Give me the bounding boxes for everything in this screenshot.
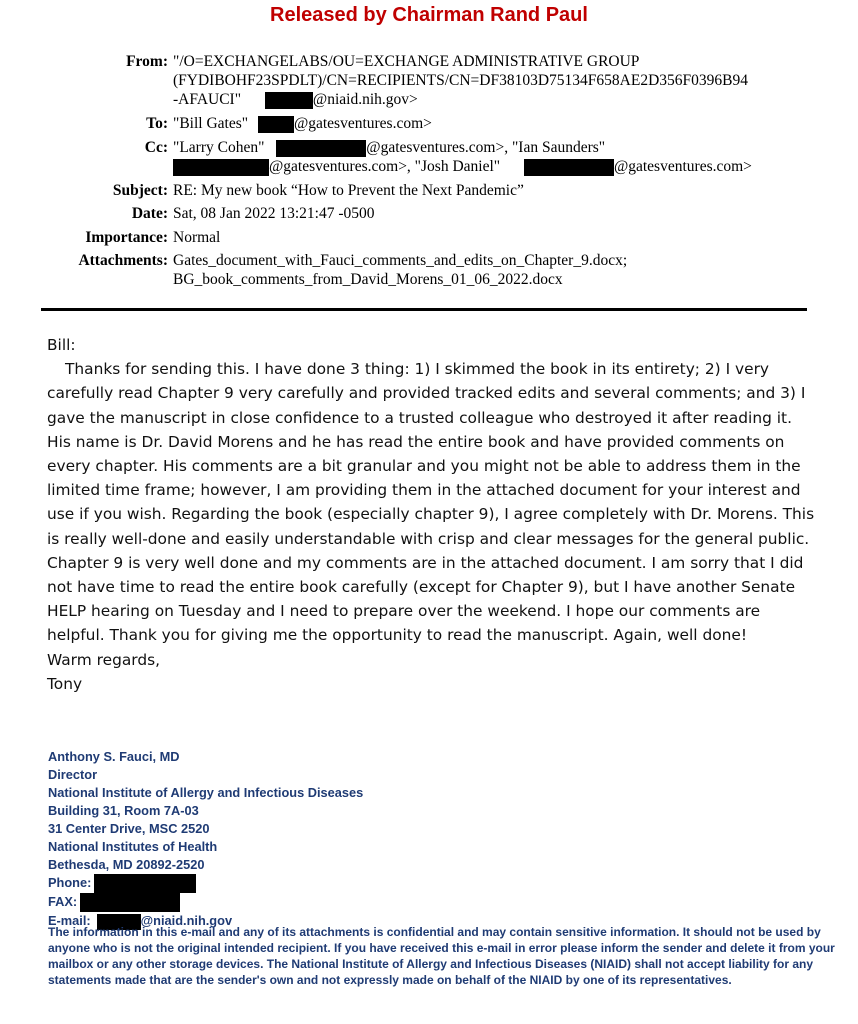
redaction-block (173, 159, 269, 176)
to-label: To: (146, 115, 168, 132)
from-label: From: (126, 53, 168, 70)
release-banner: Released by Chairman Rand Paul (270, 4, 588, 26)
date-value: Sat, 08 Jan 2022 13:21:47 -0500 (173, 205, 375, 222)
greeting: Bill: (47, 336, 76, 354)
subject-value: RE: My new book “How to Prevent the Next Pandemic” (173, 182, 524, 199)
signature-block (48, 748, 838, 930)
signature-line: Anthony S. Fauci, MD (48, 749, 180, 764)
email-label: E-mail: (48, 913, 91, 929)
signature-line: Building 31, Room 7A-03 (48, 803, 199, 818)
importance-label: Importance: (85, 229, 168, 246)
cc-name-1: "Larry Cohen" (173, 139, 265, 156)
closing: Warm regards, (47, 650, 161, 669)
to-name: "Bill Gates" (173, 115, 249, 132)
email-domain: @niaid.nih.gov (140, 913, 233, 929)
phone-label: Phone: (48, 875, 92, 890)
fax-line (48, 893, 838, 912)
from-name: -AFAUCI" (173, 91, 242, 108)
signature-line: National Institutes of Health (48, 839, 218, 854)
redaction-block (524, 159, 614, 176)
from-line-3 (173, 90, 418, 109)
cc-domain-1: @gatesventures.com>, "Ian Saunders" (366, 139, 606, 156)
message-paragraph: Thanks for sending this. I have done 3 thing: 1) I skimmed the book in its entirety; 2) I very carefully read Chapter 9 very carefully and provided tracked edits and several comments; and 3) I gave the manuscript in close confidence to a trusted colleague who destroyed it after reading it. His name is Dr. David Morens and he has read the entire book and have provided comments on every chapter. His comments are a bit granular and you might not be able to address them in the limited time frame; however, I am providing them in the attached document for your interest and use if you wish. Regarding the book (especially chapter 9), I agree completely with Dr. Morens. This is really well-done and easily understandable with crisp and clear messages for the general public. Chapter 9 is very well done and my comments are in the attached document. I am sorry that I did not have time to read the entire book carefully (except for Chapter 9), but I have another Senate HELP hearing on Tuesday and I need to prepare over the weekend. I hope our comments are helpful. Thank you for giving me the opportunity to read the manuscript. Again, well done! (47, 360, 815, 645)
to-domain: @gatesventures.com> (293, 115, 432, 132)
signature-line: Bethesda, MD 20892-2520 (48, 857, 205, 872)
divider-rule (41, 308, 807, 311)
message-body (47, 333, 817, 696)
cc-domain-2: @gatesventures.com>, "Josh Daniel" (269, 158, 501, 175)
date-label: Date: (131, 205, 168, 222)
from-line-2: (FYDIBOHF23SPDLT)/CN=RECIPIENTS/CN=DF38103D75134F658AE2D356F0396B94 (173, 72, 748, 89)
attachments-label: Attachments: (78, 252, 168, 269)
signature-line: 31 Center Drive, MSC 2520 (48, 821, 210, 836)
signature-line: National Institute of Allergy and Infectious Diseases (48, 785, 364, 800)
redaction-block (94, 874, 196, 893)
redaction-block (276, 140, 366, 157)
attachment-2: BG_book_comments_from_David_Morens_01_06_2022.docx (173, 271, 563, 288)
cc-label: Cc: (144, 139, 168, 156)
from-domain: @niaid.nih.gov> (312, 91, 418, 108)
confidentiality-notice: The information in this e-mail and any of its attachments is confidential and may contain sensitive information. It should not be used by anyone who is not the original intended recipient. If you have received this e-mail in error please inform the sender and delete it from your mailbox or any other storage devices. The National Institute of Allergy and Infectious Diseases (NIAID) shall not accept liability for any statements made that are the sender's own and not expressly made on behalf of the NIAID by one of its representatives. (48, 925, 835, 987)
sender-name: Tony (47, 674, 83, 693)
redaction-block (265, 92, 313, 109)
redaction-block (80, 893, 180, 912)
importance-value: Normal (173, 229, 221, 246)
from-line-1: "/O=EXCHANGELABS/OU=EXCHANGE ADMINISTRATIVE GROUP (173, 53, 640, 70)
fax-label: FAX: (48, 894, 78, 910)
signature-line: Director (48, 767, 98, 782)
subject-label: Subject: (112, 182, 168, 199)
attachment-1: Gates_document_with_Fauci_comments_and_edits_on_Chapter_9.docx; (173, 252, 628, 269)
cc-domain-3: @gatesventures.com> (613, 158, 752, 175)
redaction-block (258, 116, 294, 133)
phone-line (48, 874, 838, 893)
